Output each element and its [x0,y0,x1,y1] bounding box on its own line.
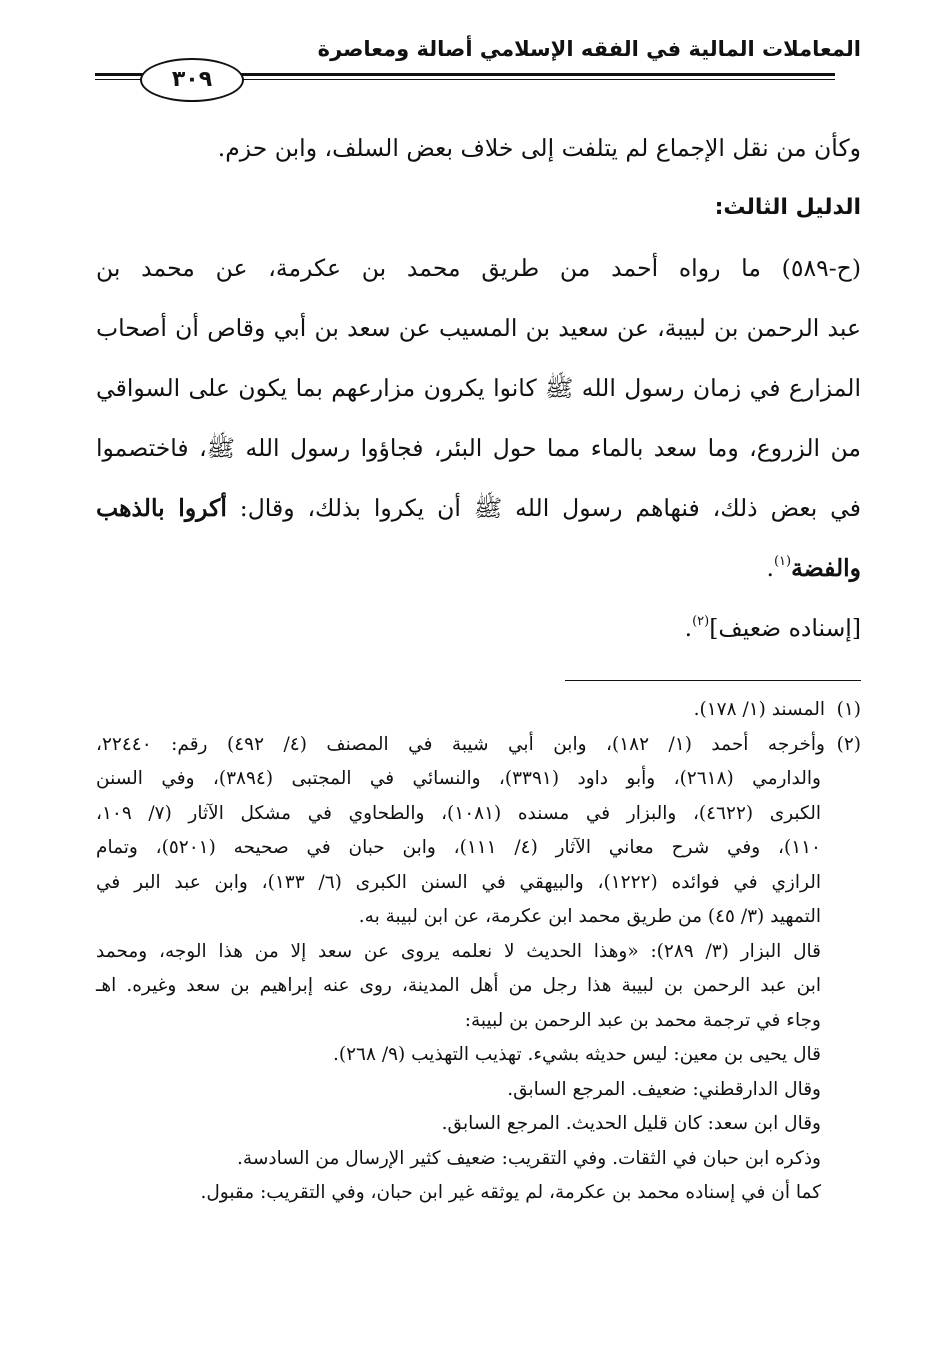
footnote-ref-2[interactable]: (٢) [692,614,710,629]
footnote-ref-1[interactable]: (١) [773,554,792,569]
narrator-critique-4: وذكره ابن حبان في الثقات. وفي التقريب: ضعيف كثير الإرسال من السادسة. [237,1147,821,1169]
body-line-4: عبد الرحمن بن لبيبة، عن سعيد بن المسيب عن سعد بن أبي وقاص أن أصحاب [96,314,861,342]
footnote-separator [565,680,861,681]
footnote-1-text: المسند (١/ ١٧٨). [693,699,825,720]
body-line-9 [96,598,861,658]
bazzar-quote-line-2: ابن عبد الرحمن بن لبيبة هذا رجل من أهل المدينة، روى عنه إبراهيم بن سعد وغيره. اهـ [96,975,821,996]
body-line-5: المزارع في زمان رسول الله ﷺ كانوا يكرون مزارعهم بما يكون على السواقي [96,374,861,402]
footnote-1 [96,693,861,728]
footnotes [96,693,861,1211]
body-line-1: وكأن من نقل الإجماع لم يتلفت إلى خلاف بعض السلف، وابن حزم. [217,134,861,162]
footnote-2-line-4: ١١٠)، وفي شرح معاني الآثار (٤/ ١١١)، وابن حبان في صحيحه (٥٢٠١)، وتمام [96,837,821,858]
body-line-7 [96,478,861,538]
footnote-2-number: (٢) [836,733,861,755]
bazzar-quote-line-1: قال البزار (٣/ ٢٨٩): «وهذا الحديث لا نعلمه يروى عن سعد إلا من هذا الوجه، ومحمد [96,940,821,962]
narrator-critique-1: قال يحيى بن معين: ليس حديثه بشيء. تهذيب التهذيب (٩/ ٢٦٨). [333,1044,821,1065]
hadith-quote-end: والفضة [791,554,861,582]
body-line-6: من الزروع، وما سعد بالماء مما حول البئر، فجاؤوا رسول الله ﷺ، فاختصموا [96,434,861,462]
footnote-2-text-1: وأخرجه أحمد (١/ ١٨٢)، وابن أبي شيبة في المصنف (٤/ ٤٩٢) رقم: ٢٢٤٤٠، [96,733,825,755]
hadith-quote-start: أكروا بالذهب [96,494,227,522]
running-title: المعاملات المالية في الفقه الإسلامي أصالة ومعاصرة [317,37,861,61]
page-number: ٣٠٩ [140,58,244,102]
footnote-2-line-3: الكبرى (٤٦٢٢)، والبزار في مسنده (١٠٨١)، والطحاوي في مشكل الآثار (٧/ ١٠٩، [96,802,821,824]
narrator-critique-3: وقال ابن سعد: كان قليل الحديث. المرجع السابق. [441,1113,821,1134]
footnote-2-line-1 [96,728,861,763]
bazzar-quote-line-3: وجاء في ترجمة محمد بن عبد الرحمن بن لبيبة: [464,1009,821,1031]
body-line-8 [96,538,861,598]
footnote-2-line-6: التمهيد (٣/ ٤٥) من طريق محمد ابن عكرمة، عن ابن لبيبة به. [358,906,821,927]
footnote-1-number: (١) [836,699,861,720]
body-line-8-end: . [766,554,774,582]
body-line-7-text: في بعض ذلك، فنهاهم رسول الله ﷺ أن يكروا بذلك، وقال: [226,494,861,522]
narrator-critique-5: كما أن في إسناده محمد بن عكرمة، لم يوثقه غير ابن حبان، وفي التقريب: مقبول. [200,1182,821,1203]
body-line-3: (ح-٥٨٩) ما رواه أحمد من طريق محمد بن عكرمة، عن محمد بن [96,254,861,282]
main-text [96,118,861,658]
footnote-2-line-2: والدارمي (٢٦١٨)، وأبو داود (٣٣٩١)، والنسائي في المجتبى (٣٨٩٤)، وفي السنن [96,768,821,789]
section-heading: الدليل الثالث: [714,195,861,220]
body-line-9-end: . [684,614,693,642]
narrator-critique-2: وقال الدارقطني: ضعيف. المرجع السابق. [507,1078,821,1100]
footnote-2-line-5: الرازي في فوائده (١٢٢٢)، والبيهقي في السنن الكبرى (٦/ ١٣٣)، وابن عبد البر في [96,871,821,893]
isnad-grade: [إسناده ضعيف] [709,614,861,642]
